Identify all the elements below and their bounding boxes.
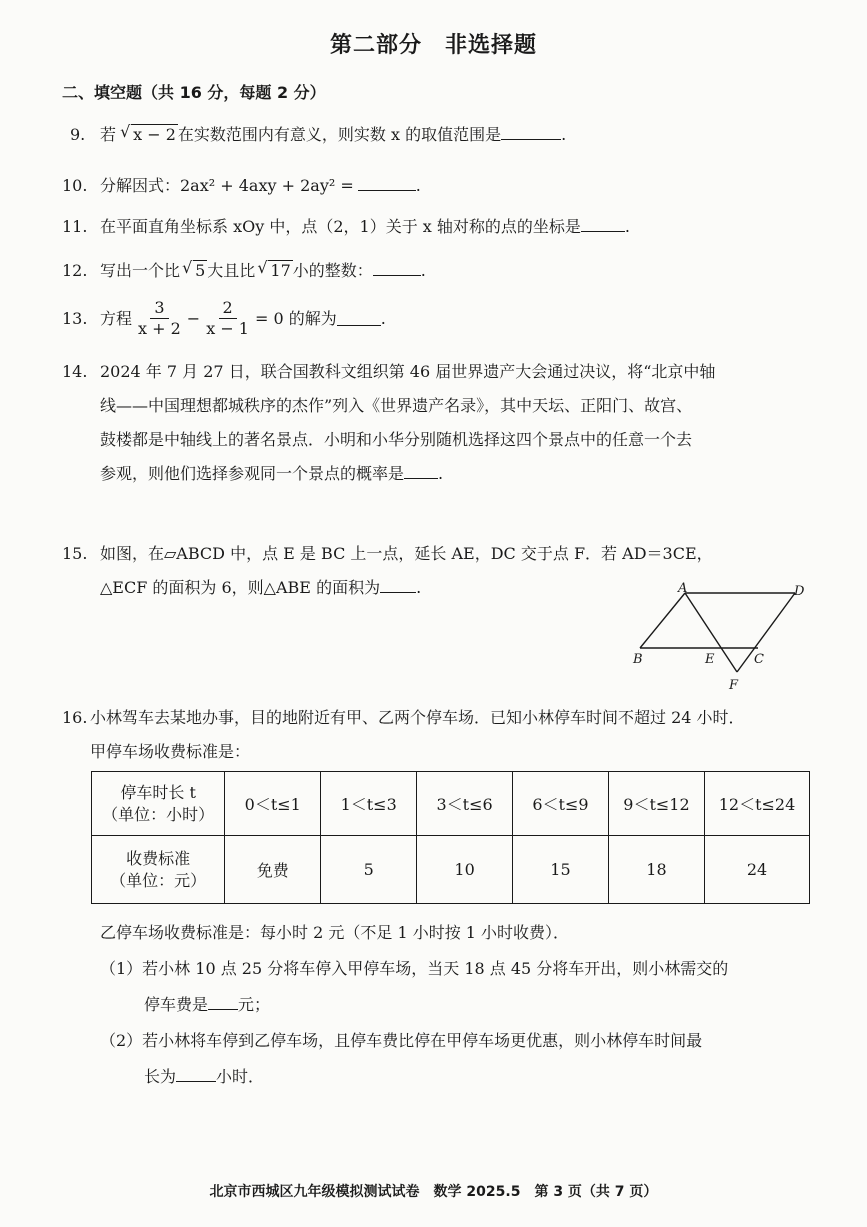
question-11: 11. 在平面直角坐标系 xOy 中，点（2，1）关于 x 轴对称的点的坐标是 . — [62, 217, 631, 236]
table-header-cell: 收费标准 （单位：元） — [92, 836, 225, 904]
table-cell: 0＜t≤1 — [225, 772, 321, 836]
question-9: 9. 若 √ x − 2 在实数范围内有意义，则实数 x 的取值范围是 . — [70, 124, 566, 145]
question-14: 14. 2024 年 7 月 27 日，联合国教科文组织第 46 届世界遗产大会通过决议，将“北京中轴 线——中国理想都城秩序的杰作”列入《世界遗产名录》，其中天坛、正阳门、故宫、 鼓楼都是中轴线上的著名景点．小明和小华分别随机选择这四个景点中的任意一个去 参观，则他们选择参观同一个景点的概率是 . — [62, 355, 822, 491]
answer-blank[interactable] — [581, 217, 625, 232]
segment-ab — [640, 593, 685, 648]
answer-blank[interactable] — [373, 261, 421, 276]
question-number: 15. — [62, 544, 88, 563]
radical-expression: √ 17 — [268, 260, 292, 281]
answer-blank[interactable] — [501, 125, 561, 140]
table-cell: 24 — [705, 836, 810, 904]
label-a: A — [678, 581, 688, 596]
question-number: 9. — [70, 125, 86, 144]
table-cell: 10 — [417, 836, 513, 904]
label-f: F — [729, 678, 739, 693]
question-13: 13. 方程 $\frac{3}{x + 2}$ − $\frac{2}{x - 1}$ = 0 的解为 . — [62, 298, 386, 338]
table-cell: 6＜t≤9 — [513, 772, 609, 836]
fraction: $\frac{3}{x + 2}$ — [138, 298, 181, 338]
fraction: $\frac{2}{x - 1}$ — [206, 298, 249, 338]
question-number: 16. — [62, 708, 88, 727]
label-b: B — [633, 652, 643, 667]
radical-expression: √ x − 2 — [131, 124, 178, 145]
question-12: 12. 写出一个比 √ 5 大且比 √ 17 小的整数： . — [62, 260, 426, 281]
question-16-continued: 乙停车场收费标准是：每小时 2 元（不足 1 小时按 1 小时收费）． （1）若小林 10 点 25 分将车停入甲停车场，当天 18 点 45 分将车开出，则小林需交的 停车费是 元； （2）若小林将车停到乙停车场，且停车费比停在甲停车场更优惠，则小林停车时间最 长为 小时． — [100, 923, 729, 1086]
table-cell: 18 — [608, 836, 704, 904]
table-cell: 5 — [321, 836, 417, 904]
table-cell: 1＜t≤3 — [321, 772, 417, 836]
answer-blank[interactable] — [404, 464, 438, 479]
question-number: 14. — [62, 362, 88, 381]
answer-blank[interactable] — [176, 1067, 216, 1082]
question-number: 13. — [62, 308, 88, 328]
parallelogram-figure — [625, 578, 825, 698]
table-cell: 免费 — [225, 836, 321, 904]
table-row — [92, 772, 810, 836]
answer-blank[interactable] — [380, 578, 416, 593]
page-footer: 北京市西城区九年级模拟测试试卷 数学 2025.5 第 3 页（共 7 页） — [209, 1184, 658, 1200]
section-heading: 二、填空题（共 16 分，每题 2 分） — [62, 83, 326, 102]
table-row — [92, 836, 810, 904]
table-cell: 12＜t≤24 — [705, 772, 810, 836]
table-header-cell: 停车时长 t （单位：小时） — [92, 772, 225, 836]
answer-blank[interactable] — [337, 311, 381, 326]
fee-table — [91, 771, 810, 904]
answer-blank[interactable] — [358, 176, 416, 191]
question-number: 11. — [62, 217, 88, 236]
label-d: D — [794, 584, 805, 599]
table-cell: 3＜t≤6 — [417, 772, 513, 836]
radical-expression: √ 5 — [193, 260, 207, 281]
question-15: 15. 如图，在▱ABCD 中，点 E 是 BC 上一点，延长 AE，DC 交于点 F．若 AD＝3CE， △ECF 的面积为 6，则△ABE 的面积为 . — [62, 537, 842, 605]
answer-blank[interactable] — [208, 995, 238, 1010]
question-10: 10. 分解因式：2ax² + 4axy + 2ay² = . — [62, 176, 421, 195]
table-cell: 15 — [513, 836, 609, 904]
table-cell: 9＜t≤12 — [608, 772, 704, 836]
page-title: 第二部分 非选择题 — [329, 33, 537, 58]
question-16: 16. 小林驾车去某地办事，目的地附近有甲、乙两个停车场．已知小林停车时间不超过 24 小时． 甲停车场收费标准是： — [62, 701, 852, 769]
segment-df — [737, 593, 795, 672]
question-number: 10. — [62, 176, 88, 195]
question-number: 12. — [62, 261, 88, 280]
label-c: C — [754, 652, 764, 667]
label-e: E — [705, 652, 715, 667]
